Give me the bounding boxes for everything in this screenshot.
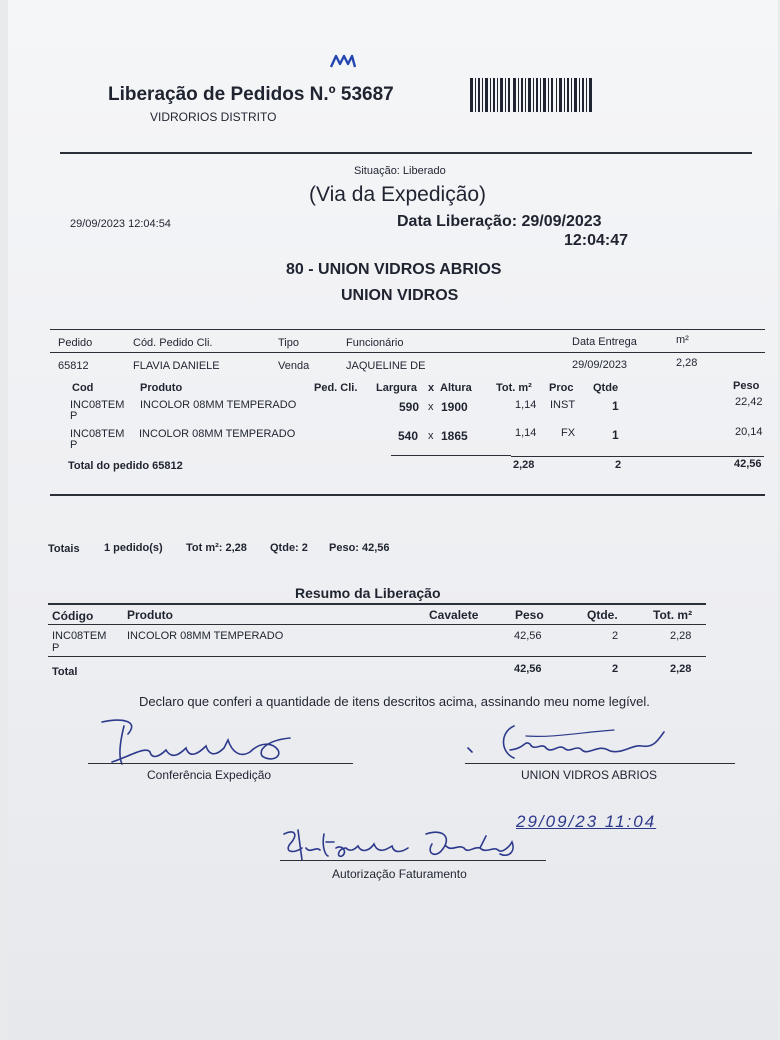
order-table-bottom-rule — [50, 494, 765, 496]
signature-line-bottom — [280, 860, 546, 861]
item-largura: 540 — [398, 429, 419, 443]
client-name: 80 - UNION VIDROS ABRIOS — [286, 261, 502, 278]
summary-header-cavalete: Cavalete — [429, 608, 479, 622]
summary-cod: INC08TEM — [52, 630, 107, 642]
item-peso: 20,14 — [735, 426, 763, 438]
order-cod-pedido-cli: FLAVIA DANIELE — [133, 360, 220, 372]
item-proc: INST — [550, 399, 576, 411]
totals-qtde: Qtde: 2 — [270, 542, 308, 554]
item-header-largura: Largura — [376, 382, 417, 394]
summary-qtde: 2 — [612, 630, 619, 642]
order-tipo: Venda — [278, 360, 310, 372]
signature-union — [464, 722, 678, 772]
summary-total-qtde: 2 — [612, 663, 619, 675]
item-produto: INCOLOR 08MM TEMPERADO — [139, 428, 296, 440]
subtotal-rule-left — [391, 455, 511, 456]
col-header-tipo: Tipo — [278, 337, 299, 349]
item-header-altura: Altura — [440, 382, 472, 394]
summary-peso: 42,56 — [514, 630, 542, 642]
summary-total-rule — [48, 656, 706, 657]
item-largura: 590 — [399, 400, 420, 414]
summary-title: Resumo da Liberação — [295, 585, 441, 601]
signature-label-right: UNION VIDROS ABRIOS — [521, 768, 658, 782]
order-pedido: 65812 — [58, 360, 89, 372]
item-header-ped-cli: Ped. Cli. — [314, 382, 358, 394]
order-total-qtde: 2 — [615, 459, 622, 471]
item-cod-suffix: P — [70, 410, 78, 422]
col-header-funcionario: Funcionário — [346, 337, 404, 349]
release-time: 12:04:47 — [564, 232, 629, 249]
item-header-tot-m2: Tot. m² — [496, 382, 532, 394]
summary-tot-m2: 2,28 — [670, 630, 692, 642]
col-header-pedido: Pedido — [58, 337, 93, 349]
item-x: x — [428, 401, 434, 413]
item-altura: 1900 — [441, 400, 468, 414]
totals-m2: Tot m²: 2,28 — [186, 542, 247, 554]
item-proc: FX — [561, 427, 576, 439]
item-header-cod: Cod — [72, 382, 94, 394]
item-qtde: 1 — [612, 399, 619, 413]
order-funcionario: JAQUELINE DE — [346, 360, 426, 372]
document-page — [8, 0, 778, 1040]
item-cod: INC08TEM — [70, 399, 125, 411]
summary-total-peso: 42,56 — [514, 663, 542, 675]
item-header-produto: Produto — [140, 382, 183, 394]
item-cod-suffix: P — [70, 439, 78, 451]
header-divider — [60, 152, 752, 154]
signature-autorizacao — [276, 824, 526, 870]
summary-header-rule — [48, 624, 706, 625]
summary-produto: INCOLOR 08MM TEMPERADO — [127, 630, 284, 642]
order-m2: 2,28 — [676, 357, 698, 369]
item-qtde: 1 — [612, 428, 619, 442]
item-altura: 1865 — [441, 429, 468, 443]
summary-top-rule — [48, 603, 706, 605]
release-date: Data Liberação: 29/09/2023 — [397, 213, 602, 230]
summary-header-peso: Peso — [515, 608, 544, 622]
barcode-icon — [470, 78, 594, 112]
item-header-qtde: Qtde — [593, 382, 619, 394]
item-header-peso: Peso — [733, 380, 760, 392]
subtotal-rule-right — [511, 456, 764, 457]
document-title: Liberação de Pedidos N.º 53687 — [108, 84, 394, 105]
summary-cod-suffix: P — [52, 642, 60, 654]
declaration-text: Declaro que conferi a quantidade de itens descritos acima, assinando meu nome legível. — [139, 694, 650, 709]
handwritten-date: 29/09/23 11:04 — [516, 812, 657, 831]
item-tot-m2: 1,14 — [515, 427, 537, 439]
order-total-peso: 42,56 — [734, 458, 762, 470]
item-header-proc: Proc — [549, 382, 574, 394]
summary-total-tot-m2: 2,28 — [670, 663, 692, 675]
item-header-x: x — [428, 382, 435, 394]
signature-label-bottom: Autorização Faturamento — [332, 867, 467, 881]
company-name: VIDRORIOS DISTRITO — [150, 110, 277, 124]
copy-label: (Via da Expedição) — [309, 183, 487, 206]
signature-conferencia — [90, 716, 310, 776]
summary-header-tot-m2: Tot. m² — [653, 608, 693, 622]
totals-peso: Peso: 42,56 — [329, 542, 390, 554]
signature-line-right — [465, 763, 735, 764]
col-header-m2: m² — [676, 334, 689, 346]
summary-header-codigo: Código — [52, 609, 94, 623]
totals-pedidos: 1 pedido(s) — [104, 542, 163, 554]
summary-header-qtde: Qtde. — [587, 608, 618, 622]
item-x: x — [428, 430, 434, 442]
order-data-entrega: 29/09/2023 — [572, 359, 628, 371]
order-total-label: Total do pedido 65812 — [68, 460, 183, 472]
signature-line-left — [88, 763, 353, 764]
summary-header-produto: Produto — [127, 608, 173, 622]
col-header-cod-pedido-cli: Cód. Pedido Cli. — [133, 337, 213, 349]
printed-timestamp: 29/09/2023 12:04:54 — [70, 218, 171, 230]
item-produto: INCOLOR 08MM TEMPERADO — [140, 399, 297, 411]
order-table-top-rule — [50, 329, 765, 330]
signature-label-left: Conferência Expedição — [147, 768, 272, 782]
company-logo-icon — [330, 54, 356, 68]
col-header-data-entrega: Data Entrega — [572, 336, 637, 348]
order-total-m2: 2,28 — [513, 459, 535, 471]
status-text: Situação: Liberado — [354, 165, 446, 177]
order-header-rule — [50, 352, 765, 353]
client-short-name: UNION VIDROS — [341, 287, 459, 304]
summary-total-label: Total — [52, 666, 78, 678]
item-cod: INC08TEM — [70, 428, 125, 440]
totals-label: Totais — [48, 543, 80, 555]
item-tot-m2: 1,14 — [515, 399, 537, 411]
item-peso: 22,42 — [735, 396, 763, 408]
